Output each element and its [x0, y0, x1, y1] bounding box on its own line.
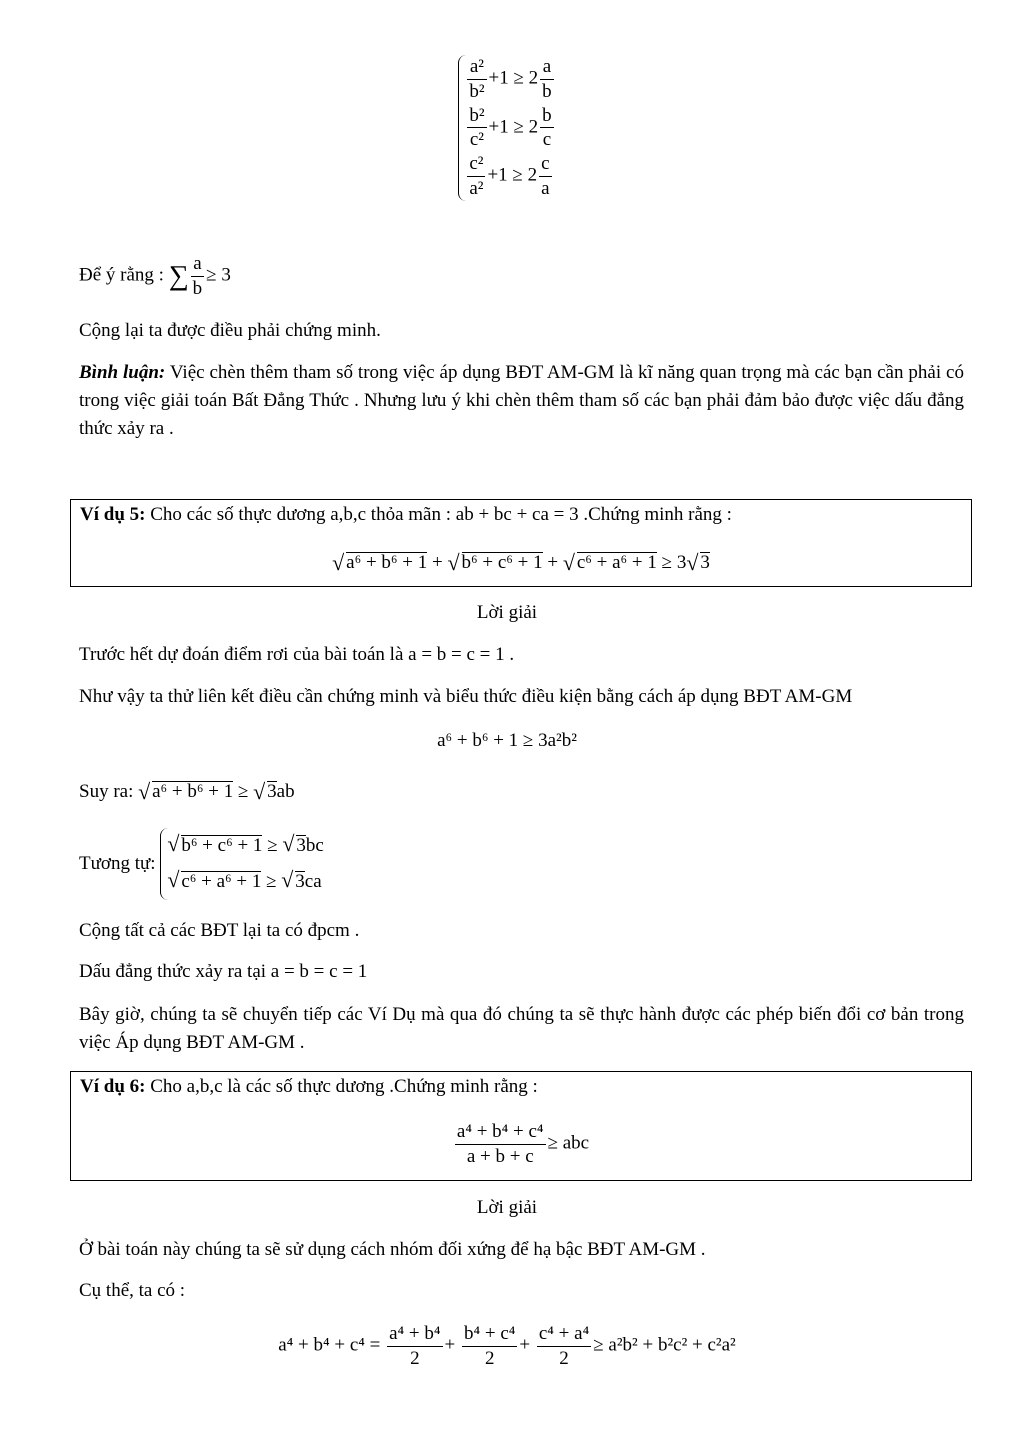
note-line	[79, 252, 231, 301]
plus: +	[519, 1334, 531, 1356]
numerator: a	[540, 55, 554, 80]
solution-heading: Lời giải	[476, 1197, 538, 1218]
tuong-tu-line	[79, 828, 324, 900]
radicand: 3	[267, 781, 277, 802]
paragraph: Như vậy ta thử liên kết điều cần chứng minh và biểu thức điều kiện bằng cách áp dụng BĐT AM-GM	[79, 686, 853, 707]
denominator: 2	[559, 1347, 569, 1369]
denominator: a²	[469, 177, 484, 199]
numerator: c	[539, 152, 551, 177]
ge: ≥	[237, 781, 249, 802]
grouping-equation	[0, 1322, 1014, 1371]
term: bc	[305, 835, 324, 856]
example-6-box	[70, 1071, 972, 1181]
rhs: +1 ≥ 2	[488, 67, 539, 89]
ge: ≥	[266, 871, 277, 892]
paragraph: Cộng lại ta được điều phải chứng minh.	[79, 320, 381, 341]
numerator: c⁴ + a⁴	[537, 1322, 591, 1347]
solution-heading: Lời giải	[476, 602, 538, 623]
numerator: a²	[467, 55, 486, 80]
paragraph: Trước hết dự đoán điểm rơi của bài toán là a = b = c = 1 .	[79, 644, 515, 665]
sum-symbol: ∑	[168, 260, 189, 292]
suy-ra-line	[79, 781, 295, 803]
plus: +	[432, 552, 443, 573]
system-row	[167, 864, 324, 900]
ge: ≥	[267, 835, 278, 856]
system-inequalities-1	[0, 55, 1014, 201]
radicand: b⁶ + c⁶ + 1	[181, 835, 263, 856]
paragraph: Dấu đẳng thức xảy ra tại a = b = c = 1	[79, 961, 368, 982]
paragraph: Bây giờ, chúng ta sẽ chuyển tiếp các Ví Dụ mà qua đó chúng ta sẽ thực hành được các phép biến đổi cơ bản trong việc Áp dụng BĐT AM-GM .	[79, 1004, 964, 1053]
denominator: a + b + c	[466, 1145, 534, 1167]
system-row	[465, 55, 555, 104]
comment-label: Bình luận:	[79, 362, 166, 383]
rhs: +1 ≥ 2	[488, 116, 539, 138]
rhs: +1 ≥ 2	[487, 164, 538, 186]
example-5-formula	[71, 552, 971, 574]
example-6-formula	[71, 1120, 971, 1169]
denominator: b	[192, 277, 203, 299]
radicand: 3	[700, 552, 710, 573]
numerator: b²	[467, 104, 486, 129]
denominator: c²	[469, 129, 484, 151]
example-label: Ví dụ 5:	[80, 504, 146, 525]
denominator: 2	[410, 1347, 420, 1369]
numerator: a	[191, 252, 205, 277]
system-row	[167, 828, 324, 864]
paragraph: Cụ thể, ta có :	[79, 1280, 186, 1301]
radicand: c⁶ + a⁶ + 1	[181, 871, 262, 892]
label: Suy ra:	[79, 781, 134, 802]
paragraph: Cộng tất cả các BĐT lại ta có đpcm .	[79, 920, 360, 941]
radicand: a⁶ + b⁶ + 1	[346, 552, 428, 573]
numerator: a⁴ + b⁴ + c⁴	[455, 1120, 546, 1145]
plus: +	[547, 552, 559, 573]
denominator: b²	[469, 80, 485, 102]
note-label: Để ý rằng :	[79, 264, 164, 286]
radicand: 3	[295, 871, 305, 892]
rhs: ≥ 3	[661, 552, 687, 573]
label: Tương tự:	[79, 853, 156, 874]
radicand: 3	[296, 835, 306, 856]
lhs: a⁴ + b⁴ + c⁴ =	[278, 1334, 381, 1356]
numerator: a⁴ + b⁴	[387, 1322, 442, 1347]
equation: a⁶ + b⁶ + 1 ≥ 3a²b²	[437, 730, 577, 751]
rhs: ≥ abc	[547, 1132, 590, 1154]
numerator: c²	[467, 152, 485, 177]
comment-paragraph	[79, 359, 964, 443]
radicand: a⁶ + b⁶ + 1	[152, 781, 234, 802]
example-label: Ví dụ 6:	[80, 1076, 146, 1097]
paragraph: Ở bài toán này chúng ta sẽ sử dụng cách nhóm đối xứng để hạ bậc BĐT AM-GM .	[79, 1239, 706, 1260]
rhs: ≥ a²b² + b²c² + c²a²	[593, 1334, 736, 1356]
example-text: Cho a,b,c là các số thực dương .Chứng minh rằng :	[145, 1076, 538, 1097]
comment-text: Việc chèn thêm tham số trong việc áp dụng BĐT AM-GM là kĩ năng quan trọng mà các bạn cần phải có trong việc giải toán Bất Đẳng Thức . Nhưng lưu ý khi chèn thêm tham số các bạn phải đảm bảo được việc dấu đẳng thức xảy ra .	[79, 362, 964, 439]
denominator: c	[542, 129, 552, 151]
rhs: ≥ 3	[206, 264, 231, 286]
term: ca	[304, 871, 322, 892]
term: ab	[276, 781, 295, 802]
numerator: b⁴ + c⁴	[462, 1322, 517, 1347]
system-row	[465, 152, 555, 201]
denominator: b	[542, 80, 552, 102]
plus: +	[444, 1334, 456, 1356]
radicand: b⁶ + c⁶ + 1	[461, 552, 543, 573]
denominator: a	[541, 177, 550, 199]
numerator: b	[540, 104, 554, 129]
example-5-box	[70, 499, 972, 587]
denominator: 2	[484, 1347, 495, 1369]
example-text: Cho các số thực dương a,b,c thỏa mãn : ab + bc + ca = 3 .Chứng minh rằng :	[145, 504, 732, 525]
system-row	[465, 104, 555, 153]
radicand: c⁶ + a⁶ + 1	[576, 552, 657, 573]
